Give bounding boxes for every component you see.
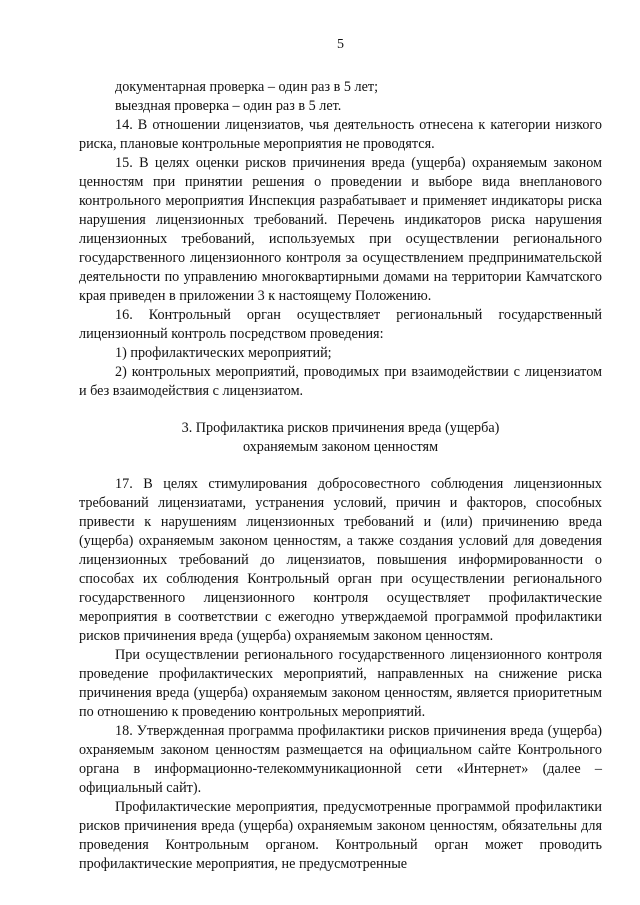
section-title-line-1: 3. Профилактика рисков причинения вреда (ущерба): [181, 420, 500, 436]
paragraph-17: 17. В целях стимулирования добросовестного соблюдения лицензионных требований лицензиатами, устранения условий, причин и факторов, способных привести к нарушениям лицензионных требований и (или) причинению вреда (ущерба) охраняемым законом ценностям, а также создания условий для доведения лицензионных требований до лицензиатов, повышения информированности о способах их соблюдения Контрольный орган при осуществлении регионального государственного лицензионного контроля осуществляет профилактические мероприятия в соответствии с ежегодно утверждаемой программой профилактики рисков причинения вреда (ущерба) охраняемым законом ценностям.: [79, 476, 602, 644]
paragraph-documentary-check: документарная проверка – один раз в 5 лет;: [115, 79, 379, 95]
document-body: [79, 78, 602, 874]
paragraph-priority: При осуществлении регионального государственного лицензионного контроля проведение профилактических мероприятий, направленных на снижение риска причинения вреда (ущерба) охраняемым законом ценностям, является приоритетным по отношению к проведению контрольных мероприятий.: [79, 647, 602, 720]
list-item-control-measures: 2) контрольных мероприятий, проводимых при взаимодействии с лицензиатом и без взаимодействия с лицензиатом.: [79, 364, 602, 399]
paragraph-14: 14. В отношении лицензиатов, чья деятельность отнесена к категории низкого риска, плановые контрольные мероприятия не проводятся.: [79, 117, 602, 152]
list-item-prevention: 1) профилактических мероприятий;: [115, 345, 332, 361]
page-number: 5: [337, 37, 344, 52]
paragraph-onsite-check: выездная проверка – один раз в 5 лет.: [115, 98, 342, 114]
paragraph-18: 18. Утвержденная программа профилактики рисков причинения вреда (ущерба) охраняемым законом ценностям размещается на официальном сайте Контрольного органа в информационно-телекоммуникационной сети «Интернет» (далее – официальный сайт).: [79, 723, 602, 796]
section-title-line-2: охраняемым законом ценностям: [242, 439, 439, 455]
paragraph-16: 16. Контрольный орган осуществляет региональный государственный лицензионный контроль посредством проведения:: [79, 307, 602, 342]
paragraph-15: 15. В целях оценки рисков причинения вреда (ущерба) охраняемым законом ценностям при принятии решения о проведении и выборе вида внепланового контрольного мероприятия Инспекция разрабатывает и применяет индикаторы риска нарушения лицензионных требований. Перечень индикаторов риска нарушения лицензионных требований, используемых при осуществлении регионального государственного лицензионного контроля за осуществлением предпринимательской деятельности по управлению многоквартирными домами на территории Камчатского края приведен в приложении 3 к настоящему Положению.: [79, 155, 602, 304]
section-title: [79, 419, 602, 457]
paragraph-preventive-measures: Профилактические мероприятия, предусмотренные программой профилактики рисков причинения вреда (ущерба) охраняемым законом ценностям, обязательны для проведения Контрольным органом. Контрольный орган может проводить профилактические мероприятия, не предусмотренные: [79, 799, 602, 872]
